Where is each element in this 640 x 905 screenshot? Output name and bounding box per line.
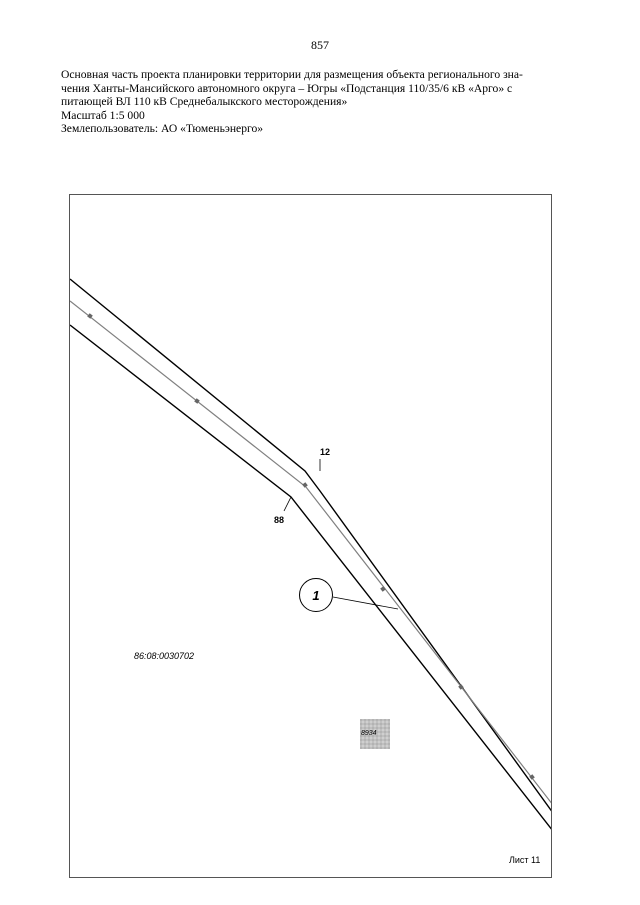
support-marker xyxy=(302,482,308,488)
page-number: 857 xyxy=(311,38,329,52)
point-label-88: 88 xyxy=(274,515,285,525)
header-line-1: Основная часть проекта планировки территории для размещения объекта регионального зна- xyxy=(61,68,523,81)
corridor-upper-boundary xyxy=(70,279,552,813)
header-line-3: питающей ВЛ 110 кВ Среднебалыкского месторождения» xyxy=(61,95,348,108)
header-line-2: чения Ханты-Мансийского автономного округа – Югры «Подстанция 110/35/6 кВ «Арго» с xyxy=(61,81,513,95)
power-line-axis xyxy=(70,301,552,805)
map-frame xyxy=(69,194,552,878)
map-drawing xyxy=(70,195,552,878)
sheet-label: Лист 11 xyxy=(509,855,541,865)
parcel-marker xyxy=(360,719,390,749)
callout-leader-line xyxy=(333,597,398,609)
support-markers xyxy=(87,313,535,780)
parcel-number-label: 8934 xyxy=(361,730,377,737)
document-header xyxy=(61,68,591,136)
point-label-12: 12 xyxy=(320,447,331,457)
land-user-line: Землепользователь: АО «Тюменьэнерго» xyxy=(61,122,264,135)
cadastral-block-label: 86:08:0030702 xyxy=(134,651,195,661)
leader-line-88 xyxy=(284,497,291,511)
support-marker xyxy=(380,586,386,592)
callout-circle xyxy=(299,578,333,612)
scale-line: Масштаб 1:5 000 xyxy=(61,108,145,122)
callout-number: 1 xyxy=(312,587,320,603)
